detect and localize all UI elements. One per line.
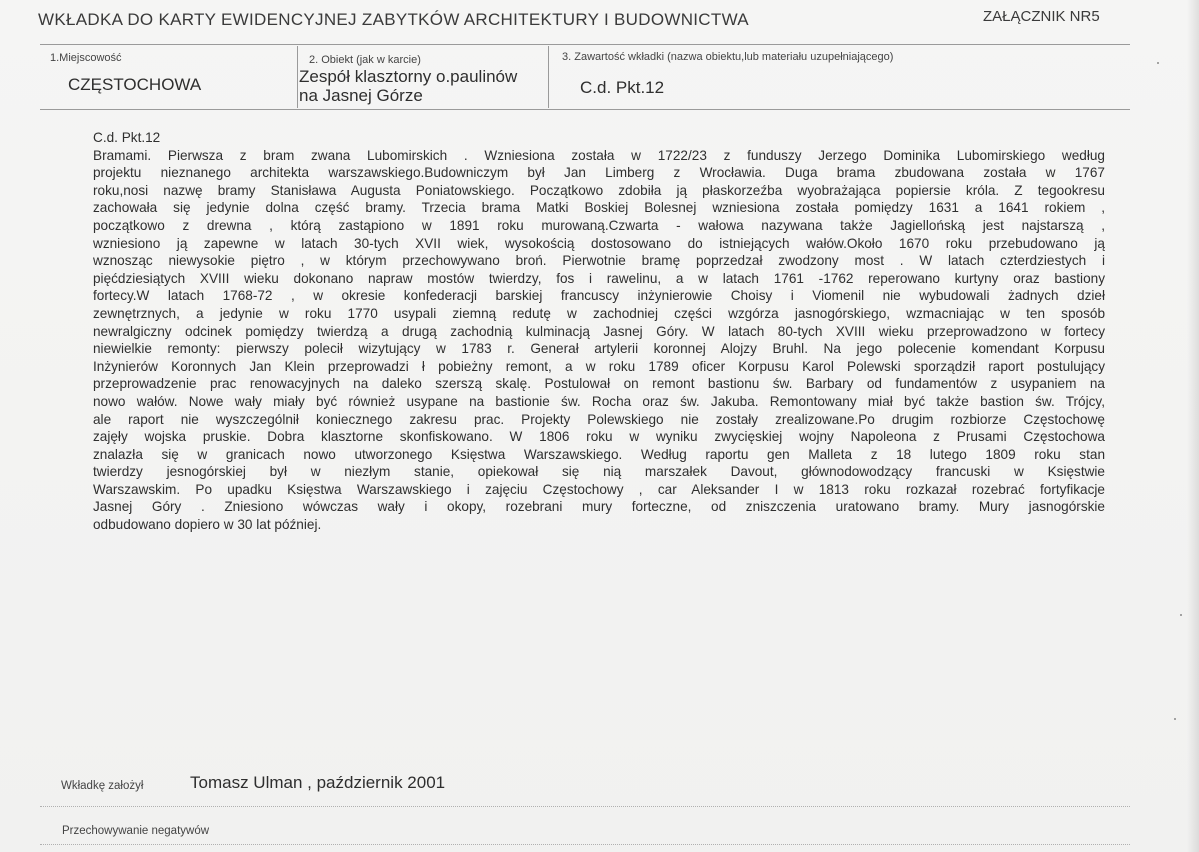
paper-speck [1174, 718, 1176, 720]
body-text [93, 129, 1105, 534]
object-value-line-1: Zespół klasztorny o.paulinów [299, 67, 518, 86]
body-line: Bramami. Pierwsza z bram zwana Lubomirskich . Wzniesiona została w 1722/23 z funduszy Jerzego Dominika Lubomirskiego według [93, 147, 1105, 163]
object-value [299, 67, 549, 105]
body-line: Warszawskim. Po upadku Księstwa Warszawskiego i zajęciu Częstochowy , car Aleksander I w 1813 roku rozkazał rozebrać fortyfikacje [93, 481, 1105, 497]
negatives-dotted-line [40, 844, 1130, 845]
body-line-last: odbudowano dopiero w 30 lat później. [93, 517, 322, 533]
body-line: projektu nieznanego architekta warszawskiego.Budowniczym był Jan Limberg z Wrocławia. Duga brama zbudowana została w 1767 [93, 165, 1105, 181]
author-label: Wkładkę założył [61, 780, 144, 792]
content-value: C.d. Pkt.12 [580, 78, 665, 97]
body-line: roku,nosi nazwę bramy Stanisława Augusta Poniatowskiego. Początkowo zdobiła ją płaskorzeźba wyobrażająca popiersie króla. Z tegookresu [93, 182, 1105, 198]
locality-label: 1.Miejscowość [50, 52, 122, 64]
body-line: ale raport nie wyszczególnił koniecznego zakresu prac. Projekty Polewskiego nie zostały zrealizowane.Po drugim rozbiorze Częstochowę [93, 411, 1105, 427]
column-divider-1 [297, 46, 298, 108]
body-line: twierdzy jesnogórskiej był w niezłym stanie, opiekował się nią marszałek Davout, głównodowodzący francuski w Księstwie [93, 464, 1105, 480]
content-label: 3. Zawartość wkładki (nazwa obiektu,lub materiału uzupełniającego) [562, 51, 894, 63]
body-line: wznosząc niewysokie piętro , w którym przechowywano broń. Pierwotnie bramę poprzedzał zwodzony most . W latach czterdziestych i [93, 253, 1105, 269]
paper-speck [1157, 62, 1159, 64]
body-line: niewielkie remonty: pierwszy polecił wizytujący w 1783 r. Generał artylerii koronnej Alojzy Bruhl. Na jego polecenie komendant Korpusu [93, 341, 1105, 357]
paper-speck [1180, 614, 1182, 616]
body-line: znalazła się w granicach nowo utworzonego Księstwa Warszawskiego. Według raportu gen Malleta z 18 lutego 1809 roku stan [93, 446, 1105, 462]
body-line: początkowo z drewna , którą zastąpiono w 1891 roku murowaną.Czwarta - wałowa nazywana także Jagiellońską jest najstarszą , [93, 217, 1105, 233]
header-bottom-rule [40, 109, 1130, 110]
object-value-line-2: na Jasnej Górze [299, 86, 423, 105]
body-line: fortecy.W latach 1768-72 , w okresie konfederacji barskiej francuscy inżynierowie Choisy i Viomenil nie wybudowali żadnych dzieł [93, 288, 1105, 304]
body-line: zachowała się jedynie dolna część bramy. Trzecia brama Matki Boskiej Bolesnej wzniesiona została pomiędzy 1631 a 1641 rokiem , [93, 200, 1105, 216]
author-value: Tomasz Ulman , październik 2001 [190, 773, 446, 792]
header-top-rule [40, 44, 1130, 45]
negatives-label: Przechowywanie negatywów [62, 825, 210, 837]
document-title: WKŁADKA DO KARTY EWIDENCYJNEJ ZABYTKÓW ARCHITEKTURY I BUDOWNICTWA [38, 10, 749, 29]
body-line: Jasnej Góry . Zniesiono wówczas wały i okopy, rozebrani mury forteczne, od zniszczenia uratowano bramy. Mury jasnogórskie [93, 499, 1105, 515]
body-line: newralgiczny odcinek pomiędzy twierdzą a drugą zachodnią kulminacją Jasnej Góry. W latach 80-tych XVIII wieku przeprowadzono w fortecy [93, 323, 1105, 339]
paper-edge-shadow [1187, 0, 1199, 852]
body-line: zajęły wojska pruskie. Dobra klasztorne skonfiskowano. W 1806 roku w wyniku zwycięskiej wojny Napoleona z Prusami Częstochowa [93, 429, 1105, 445]
body-line: przeprowadzenie prac renowacyjnych na daleko szerszą skalę. Postulował on remont bastionu św. Barbary od fundamentów z usypaniem na [93, 376, 1105, 392]
object-label: 2. Obiekt (jak w karcie) [309, 54, 421, 66]
author-dotted-line [40, 806, 1130, 807]
body-line: zewnętrznych, a jedynie w roku 1770 usypali ziemną redutę w zachodniej części wzgórza jasnogórskiego, wzmacniając w ten sposób [93, 305, 1105, 321]
body-line: nowo wałów. Nowe wały miały być również usypane na bastionie św. Rocha oraz św. Jakuba. Remontowany miał być także bastion św. Trójcy, [93, 393, 1105, 409]
locality-value: CZĘSTOCHOWA [68, 75, 202, 94]
body-line: Inżynierów Koronnych Jan Klein przeprowadzi ł pobieżny remont, a w roku 1789 oficer Korpusu Karol Polewski sporządził raport postulujący [93, 358, 1105, 374]
body-line: pięćdziesiątych XVIII wieku dokonano napraw mostów twierdzy, fos i rawelinu, a w latach 1761 -1762 reperowano kurtyny oraz bastiony [93, 270, 1105, 286]
attachment-number: ZAŁĄCZNIK NR5 [983, 8, 1100, 25]
body-heading: C.d. Pkt.12 [93, 130, 161, 145]
body-line: wzniesiono ją zapewne w latach 30-tych XVII wiek, wysokością dostosowano do istniejących wałów.Około 1670 roku przebudowano ją [93, 235, 1105, 251]
